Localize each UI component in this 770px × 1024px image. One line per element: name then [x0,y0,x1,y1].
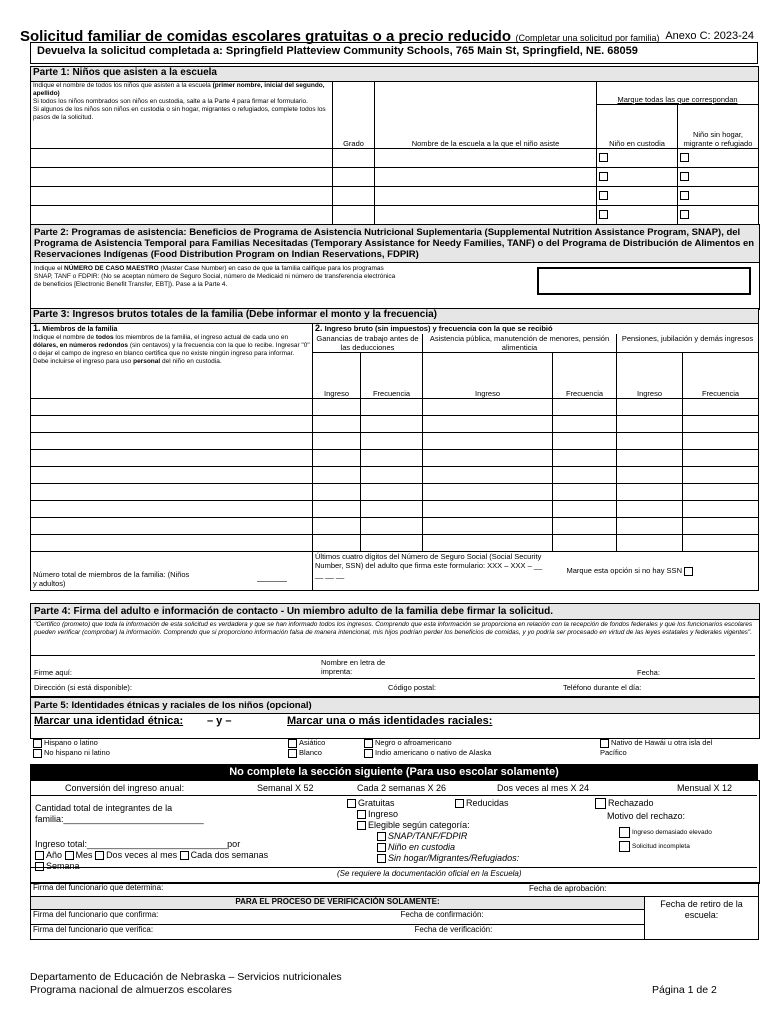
native-option[interactable]: Indio americano o nativo de Alaska [364,748,491,758]
frequency-field[interactable] [683,433,759,450]
income-field[interactable] [617,484,683,501]
member-name-field[interactable] [31,399,313,416]
categorical-option[interactable]: Elegible según categoría: [357,820,470,831]
member-name-field[interactable] [31,501,313,518]
frequency-field[interactable] [361,484,423,501]
frequency-field[interactable] [553,501,617,518]
income-field[interactable] [423,535,553,552]
frequency-field[interactable] [683,518,759,535]
earnings-group: Ganancias de trabajo antes de las deducciones [313,334,423,353]
determining-row [31,883,759,897]
ssn-text[interactable]: Últimos cuatro dígitos del Número de Seguro Social (Social Security Number, SSN) del adulto que firma este formulario: XXX – XXX – __ __ __ __ [313,552,553,591]
part4-section [30,603,760,697]
asian-option[interactable]: Asiático [288,738,325,748]
income-field[interactable] [423,501,553,518]
income-field[interactable] [617,399,683,416]
income-field[interactable] [313,450,361,467]
weekly-rate: Semanal X 52 [257,783,314,793]
part1-instructions: Indique el nombre de todos los niños que asisten a la escuela (primer nombre, inicial del segundo, apellido) Si todos los niños nombrados son niños en custodia, salte a la Parte 4 para firmar el formulario. Si algunos de los niños son niños en custodia o sin hogar, migrantes o refugiados, complete todos los pasos de la solicitud. [31,82,333,149]
col-school: Nombre de la escuela a la que el niño asiste [375,82,597,149]
income-field[interactable] [423,467,553,484]
freq-twice-option[interactable]: Dos veces al mes [95,850,177,860]
frequency-field[interactable] [553,518,617,535]
foster-checkbox[interactable] [599,191,608,200]
not-hispanic-option[interactable]: No hispano ni latino [33,748,110,758]
homeless-checkbox[interactable] [680,191,689,200]
too-high-option[interactable]: Ingreso demasiado elevado [619,827,712,838]
return-address: Devuelva la solicitud completada a: Springfield Platteview Community Schools, 765 Main St, Springfield, NE. 68059 [37,45,638,57]
return-banner [30,42,758,64]
foster-option[interactable]: Niño en custodia [377,842,455,853]
part1-title: Parte 1: Niños que asisten a la escuela [31,67,759,82]
phone-label: Teléfono durante el día: [563,683,642,692]
income-field[interactable] [313,399,361,416]
table-row [31,450,759,467]
table-row [31,467,759,484]
freq-year-option[interactable]: Año [35,850,62,860]
frequency-field[interactable] [361,433,423,450]
freq-every2-option[interactable]: Cada dos semanas [180,850,269,860]
foster-checkbox[interactable] [599,153,608,162]
income-field[interactable] [313,433,361,450]
pension-group: Pensiones, jubilación y demás ingresos [617,334,759,353]
income-field[interactable] [423,399,553,416]
table-row [31,149,759,168]
part3-table [30,308,759,591]
free-option[interactable]: Gratuitas [347,798,395,809]
part3-title: Parte 3: Ingresos brutos totales de la familia (Debe informar el monto y la frecuencia) [31,309,759,324]
footer [30,971,342,997]
conversion-label: Conversión del ingreso anual: [65,783,185,793]
part2-section [30,224,760,310]
frequency-field[interactable] [683,535,759,552]
table-row [31,484,759,501]
reduced-option[interactable]: Reducidas [455,798,509,809]
col-income: Ingreso [423,353,553,399]
monthly-rate: Mensual X 12 [677,783,733,793]
no-ssn-label: Marque esta opción si no hay SSN [566,566,682,576]
foster-checkbox[interactable] [599,210,608,219]
foster-cell [597,168,678,187]
verification-heading: PARA EL PROCESO DE VERIFICACIÓN SOLAMENTE: [31,897,645,910]
table-row [31,187,759,206]
freq-month-option[interactable]: Mes [65,850,93,860]
income-field[interactable] [313,467,361,484]
twice-monthly-rate: Dos veces al mes X 24 [497,783,590,793]
address-label: Dirección (si está disponible): [34,683,132,692]
homeless-option[interactable]: Sin hogar/Migrantes/Refugiados: [377,853,519,864]
frequency-field[interactable] [553,433,617,450]
foster-cell [597,187,678,206]
school-use-banner: No complete la sección siguiente (Para uso escolar solamente) [30,764,758,780]
grade-field[interactable] [333,168,375,187]
col-frequency: Frecuencia [553,353,617,399]
income-frequency-options [35,850,268,872]
table-row [31,168,759,187]
members-instructions: 1. Miembros de la familia Indique el nombre de todos los miembros de la familia, el ingreso actual de cada uno en dólares, en números redondos (sin centavos) y la frecuencia con la que lo recibe. Ingresar "0" o dejar el campo de ingreso en blanco certifica que no existe ningún ingreso para informar. Debe incluirse el ingreso para uso personal del niño en custodia. [31,324,313,399]
child-name-field[interactable] [31,168,333,187]
col-foster: Niño en custodia [597,105,678,149]
part2-title: Parte 2: Programas de asistencia: Beneficios de Programa de Asistencia Nutricional Suplementaria (Supplemental Nutrition Assistance Program, SNAP), del Programa de Asistencia Temporal para Familias Necesitadas (Temporary Assistance for Needy Families, TANF) o del Programa de Distribución de Alimentos en Reservaciones Indígenas (Food Distribution Program on Indian Reservations, FDPIR) [31,225,759,263]
denial-reason-label: Motivo del rechazo: [607,811,686,821]
part5-section [30,697,760,739]
assistance-group: Asistencia pública, manutención de menores, pensión alimenticia [423,334,617,353]
table-row [31,416,759,433]
table-row [31,518,759,535]
income-field[interactable] [617,518,683,535]
verify-date-label[interactable]: Fecha de verificación: [281,925,645,940]
freq-week-option[interactable]: Semana [35,861,80,871]
grade-field[interactable] [333,206,375,225]
school-field[interactable] [375,168,597,187]
homeless-cell [678,149,759,168]
section-separator: – y – [207,715,232,727]
frequency-field[interactable] [361,467,423,484]
foster-cell [597,206,678,225]
frequency-field[interactable] [553,467,617,484]
frequency-field[interactable] [683,450,759,467]
black-option[interactable]: Negro o afroamericano [364,738,452,748]
hispanic-option[interactable]: Hispano o latino [33,738,98,748]
member-name-field[interactable] [31,416,313,433]
total-members-label: Número total de miembros de la familia: (Niños y adultos) [33,570,190,588]
signature-row [31,655,755,678]
determining-label[interactable]: Firma del funcionario que determina: [33,883,164,892]
page-number: Página 1 de 2 [652,984,717,996]
frequency-field[interactable] [553,399,617,416]
col-frequency: Frecuencia [683,353,759,399]
zip-label: Código postal: [388,683,436,692]
total-members-field[interactable] [257,581,287,582]
hawaiian-option[interactable]: Nativo de Hawái u otra isla del Pacífico [600,738,713,757]
income-field[interactable] [423,416,553,433]
total-members-cell [31,552,313,591]
school-field[interactable] [375,206,597,225]
confirm-date-label[interactable]: Fecha de confirmación: [281,910,645,925]
member-name-field[interactable] [31,450,313,467]
school-use-section [30,780,760,884]
footer-program: Programa nacional de almuerzos escolares [30,984,232,996]
homeless-cell [678,187,759,206]
frequency-field[interactable] [553,416,617,433]
frequency-field[interactable] [683,416,759,433]
school-field[interactable] [375,149,597,168]
approval-date-label[interactable]: Fecha de aprobación: [529,884,607,893]
col-income: Ingreso [313,353,361,399]
child-name-field[interactable] [31,187,333,206]
col-frequency: Frecuencia [361,353,423,399]
table-row [31,433,759,450]
table-row [31,501,759,518]
income-field[interactable] [313,416,361,433]
print-name-label: Nombre en letra de imprenta: [321,658,386,676]
member-name-field[interactable] [31,535,313,552]
col-grade: Grado [333,82,375,149]
verification-table [30,882,759,940]
col-homeless: Niño sin hogar, migrante o refugiado [678,105,759,149]
member-name-field[interactable] [31,433,313,450]
confirming-label[interactable]: Firma del funcionario que confirma: [31,910,281,925]
no-ssn-cell [553,552,759,591]
part2-instructions: Indique el NÚMERO DE CASO MAESTRO (Master Case Number) en caso de que la familia califique para los programas SNAP, TANF o FDPIR: (No se aceptan número de Seguro Social, número de Medicaid ni número de transferencia electrónica de beneficios [Electronic Benefit Transfer, EBT]). Pase a la Parte 4. [34,265,396,288]
income-option[interactable]: Ingreso [357,809,398,820]
biweekly-rate: Cada 2 semanas X 26 [357,783,447,793]
income-field[interactable] [423,450,553,467]
homeless-checkbox[interactable] [680,172,689,181]
income-heading: 2. Ingreso bruto (sin impuestos) y frecuencia con la que se recibió [313,324,759,335]
race-heading: Marcar una o más identidades raciales: [287,715,493,727]
verifying-label[interactable]: Firma del funcionario que verifica: [31,925,281,940]
frequency-field[interactable] [553,450,617,467]
child-name-field[interactable] [31,149,333,168]
frequency-field[interactable] [683,467,759,484]
table-row [31,535,759,552]
member-name-field[interactable] [31,467,313,484]
member-name-field[interactable] [31,518,313,535]
frequency-field[interactable] [683,484,759,501]
certification-text: "Certifico (prometo) que toda la información de esta solicitud es verdadera y que se han informado todos los ingresos. Comprendo que esta información se proporciona en relación con la recepción de fondos federales y que los funcionarios escolares pueden verificar (comprobar) la información. Comprendo que si proporciono información falsa de manera intencional, mis hijos podrían perder los beneficios de comidas, y yo podría ser procesado en virtud de las leyes estatales y federales vigentes". [34,621,753,636]
income-field[interactable] [313,501,361,518]
foster-checkbox[interactable] [599,172,608,181]
income-field[interactable] [617,535,683,552]
frequency-field[interactable] [361,450,423,467]
case-number-field[interactable] [537,267,751,295]
col-income: Ingreso [617,353,683,399]
frequency-field[interactable] [361,535,423,552]
frequency-field[interactable] [361,416,423,433]
income-field[interactable] [423,484,553,501]
form-subtitle: (Completar una solicitud por familia) [515,33,660,43]
income-field[interactable] [313,535,361,552]
sign-here-label: Firme aquí: [34,668,72,677]
child-name-field[interactable] [31,206,333,225]
frequency-field[interactable] [361,399,423,416]
foster-cell [597,149,678,168]
income-field[interactable] [617,416,683,433]
contact-row [31,678,755,695]
frequency-field[interactable] [361,518,423,535]
divider [31,795,757,796]
incomplete-option[interactable]: Solicitud incompleta [619,841,690,852]
grade-field[interactable] [333,149,375,168]
divider [31,867,757,868]
income-field[interactable] [617,467,683,484]
ethnicity-heading: Marcar una identidad étnica: [34,715,184,727]
no-ssn-checkbox[interactable] [684,567,693,576]
date-label: Fecha: [637,668,660,677]
frequency-field[interactable] [683,501,759,518]
part5-title: Parte 5: Identidades étnicas y raciales de los niños (opcional) [31,698,759,714]
income-field[interactable] [617,450,683,467]
income-field[interactable] [617,433,683,450]
homeless-cell [678,168,759,187]
homeless-checkbox[interactable] [680,153,689,162]
withdraw-date-label[interactable]: Fecha de retiro de la escuela: [645,897,759,940]
school-field[interactable] [375,187,597,206]
table-row [31,399,759,416]
part4-title: Parte 4: Firma del adulto e información de contacto - Un miembro adulto de la familia debe firmar la solicitud. [31,604,759,620]
denied-option[interactable]: Rechazado [595,798,654,809]
mark-all-label: Marque todas las que correspondan [597,82,759,105]
homeless-checkbox[interactable] [680,210,689,219]
footer-dept: Departamento de Educación de Nebraska – Servicios nutricionales [30,971,342,983]
income-field[interactable] [313,518,361,535]
income-field[interactable] [617,501,683,518]
ethnicity-options [30,738,758,760]
documentation-note: (Se requiere la documentación oficial en la Escuela) [337,869,522,878]
total-income-line[interactable]: Ingreso total:____________________________por [35,839,241,849]
snap-option[interactable]: SNAP/TANF/FDPIR [377,831,467,842]
frequency-field[interactable] [683,399,759,416]
annex-label: Anexo C: 2023-24 [665,30,754,42]
total-members-line[interactable]: Cantidad total de integrantes de la familia:____________________________ [35,803,204,824]
grade-field[interactable] [333,187,375,206]
income-field[interactable] [313,484,361,501]
white-option[interactable]: Blanco [288,748,322,758]
member-name-field[interactable] [31,484,313,501]
table-row [31,206,759,225]
form-title: Solicitud familiar de comidas escolares gratuitas o a precio reducido [20,28,511,45]
frequency-field[interactable] [553,484,617,501]
homeless-cell [678,206,759,225]
frequency-field[interactable] [361,501,423,518]
part1-table [30,66,759,244]
income-field[interactable] [423,433,553,450]
frequency-field[interactable] [553,535,617,552]
income-field[interactable] [423,518,553,535]
